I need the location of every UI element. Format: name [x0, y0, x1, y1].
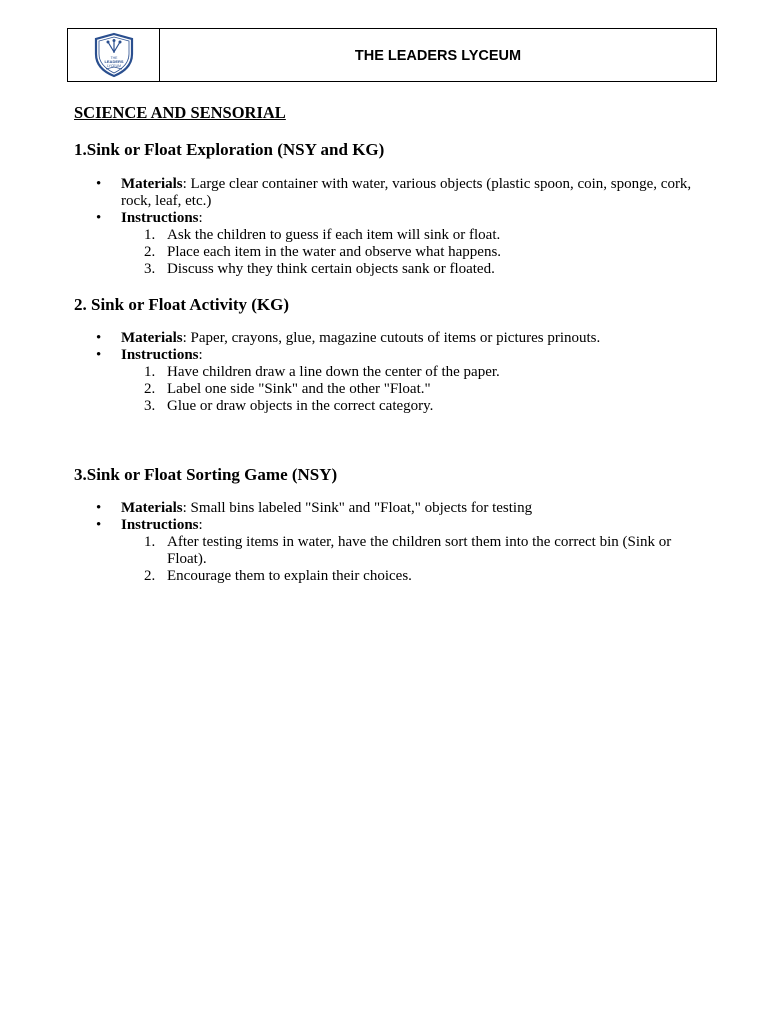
- materials-label: Materials: [121, 500, 183, 516]
- bullet-icon: •: [96, 330, 102, 346]
- school-name: THE LEADERS LYCEUM: [354, 47, 522, 64]
- step-text: Ask the children to guess if each item will sink or float.: [167, 227, 501, 243]
- step-number: 2.: [144, 381, 156, 397]
- instructions-item: [74, 210, 724, 278]
- instructions-label: Instructions: [121, 210, 199, 226]
- bullet-icon: •: [96, 347, 102, 363]
- step-text: Discuss why they think certain objects sank or floated.: [167, 261, 495, 277]
- svg-text:LEADERS: LEADERS: [103, 59, 124, 64]
- school-crest-logo: [92, 32, 136, 78]
- instructions-colon: :: [198, 347, 203, 363]
- steps-list: [74, 534, 724, 585]
- materials-text: : Large clear container with water, various objects (plastic spoon, coin, sponge, cork, rock, leaf, etc.): [121, 176, 692, 209]
- instructions-item: [74, 347, 724, 415]
- bullet-icon: •: [96, 517, 102, 533]
- step-item: [74, 364, 724, 381]
- section-sink-or-float-sorting-game: [74, 465, 724, 585]
- step-number: 2.: [144, 568, 156, 584]
- steps-list: [74, 227, 724, 278]
- step-text: Label one side "Sink" and the other "Float.": [167, 381, 431, 397]
- materials-item: [74, 500, 724, 517]
- materials-label: Materials: [121, 176, 183, 192]
- bullet-icon: •: [96, 176, 102, 192]
- bullet-icon: •: [96, 210, 102, 226]
- materials-item: [74, 176, 724, 210]
- step-text: Place each item in the water and observe what happens.: [167, 244, 502, 260]
- section-heading: 3.Sink or Float Sorting Game (NSY): [74, 465, 338, 484]
- step-text: Encourage them to explain their choices.: [167, 568, 412, 584]
- step-number: 1.: [144, 364, 156, 380]
- step-number: 3.: [144, 398, 156, 414]
- section-heading: 2. Sink or Float Activity (KG): [74, 295, 290, 314]
- step-number: 1.: [144, 227, 156, 243]
- step-number: 1.: [144, 534, 156, 550]
- step-item: [74, 227, 724, 244]
- step-item: [74, 261, 724, 278]
- steps-list: [74, 364, 724, 415]
- svg-text:LYCEUM: LYCEUM: [106, 64, 121, 68]
- step-item: [74, 381, 724, 398]
- step-text: Have children draw a line down the center of the paper.: [167, 364, 500, 380]
- materials-text: : Small bins labeled "Sink" and "Float," objects for testing: [182, 500, 533, 516]
- header-table: [67, 28, 717, 82]
- section-heading: 1.Sink or Float Exploration (NSY and KG): [74, 140, 385, 159]
- bullet-icon: •: [96, 500, 102, 516]
- section-list: [74, 500, 724, 585]
- step-item: [74, 534, 707, 568]
- document-body: [74, 104, 724, 585]
- instructions-label: Instructions: [121, 517, 199, 533]
- step-item: [74, 398, 724, 415]
- step-number: 3.: [144, 261, 156, 277]
- page-title: SCIENCE AND SENSORIAL: [74, 103, 286, 122]
- svg-text:THE: THE: [110, 56, 117, 60]
- instructions-colon: :: [198, 517, 203, 533]
- step-item: [74, 244, 724, 261]
- step-number: 2.: [144, 244, 156, 260]
- logo-cell: [68, 29, 160, 81]
- instructions-item: [74, 517, 724, 585]
- instructions-label: Instructions: [121, 347, 199, 363]
- instructions-colon: :: [198, 210, 203, 226]
- section-list: [74, 330, 724, 415]
- materials-text: : Paper, crayons, glue, magazine cutouts of items or pictures prinouts.: [182, 330, 601, 346]
- step-text: Glue or draw objects in the correct category.: [167, 398, 434, 414]
- section-sink-or-float-exploration: [74, 140, 724, 278]
- materials-item: [74, 330, 724, 347]
- section-list: [74, 176, 724, 278]
- step-item: [74, 568, 724, 585]
- section-sink-or-float-activity: [74, 295, 724, 415]
- materials-label: Materials: [121, 330, 183, 346]
- step-text: After testing items in water, have the children sort them into the correct bin (Sink or Float).: [167, 534, 672, 567]
